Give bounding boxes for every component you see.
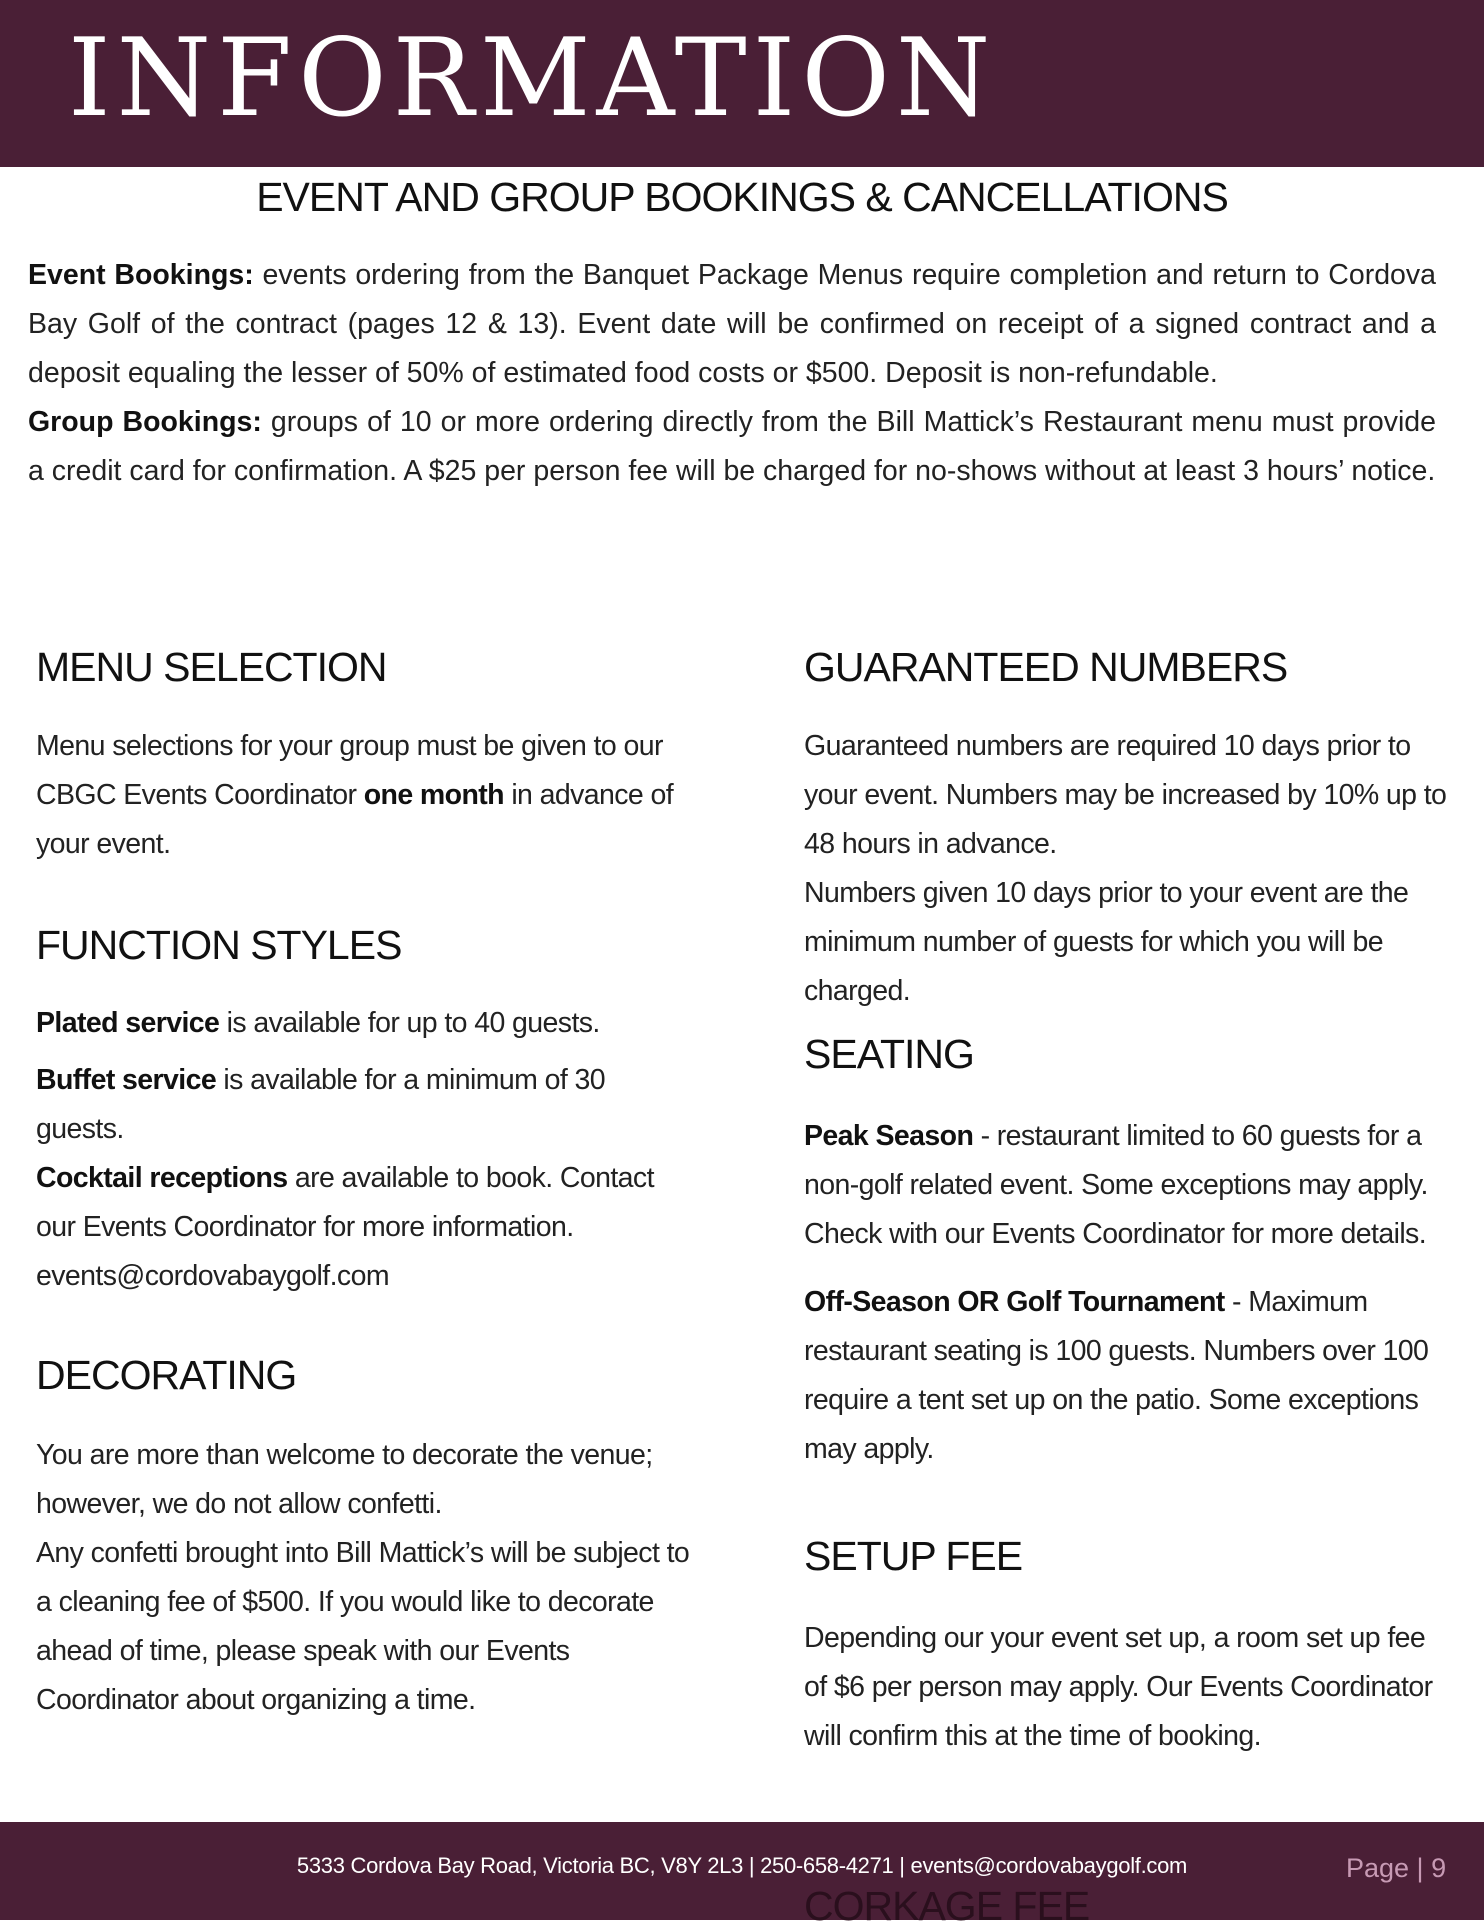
buffet-service-text: is available for a minimum of 30 guests. (36, 1064, 605, 1145)
page-title: INFORMATION (68, 16, 997, 141)
setup-fee-heading: SETUP FEE (804, 1533, 1023, 1579)
guaranteed-numbers-heading: GUARANTEED NUMBERS (804, 644, 1288, 690)
cocktail-receptions-label: Cocktail receptions (36, 1162, 288, 1194)
off-season-text: - Maximum restaurant seating is 100 guests. Numbers over 100 require a tent set up on the patio. Some exceptions may apply. (804, 1286, 1429, 1465)
decorating-heading: DECORATING (36, 1352, 297, 1398)
footer-contact: 5333 Cordova Bay Road, Victoria BC, V8Y 2L3 | 250-658-4271 | events@cordovabaygolf.com (296, 1853, 1188, 1878)
plated-service-text: is available for up to 40 guests. (219, 1007, 600, 1039)
setup-fee-text: Depending our your event set up, a room set up fee of $6 per person may apply. Our Events Coordinator will confirm this at the time of booking. (804, 1622, 1433, 1752)
page-number: Page | 9 (1346, 1853, 1447, 1883)
corkage-fee-heading: CORKAGE FEE (804, 1883, 1090, 1929)
peak-season-label: Peak Season (804, 1120, 974, 1152)
setup-fee-body (804, 1614, 1454, 1761)
guaranteed-numbers-text: Guaranteed numbers are required 10 days prior to your event. Numbers may be increased by 10% up to 48 hours in advance. (804, 730, 1447, 860)
event-bookings-paragraph (28, 251, 1436, 398)
decorating-body (36, 1431, 696, 1725)
function-styles-heading: FUNCTION STYLES (36, 922, 402, 968)
buffet-service-label: Buffet service (36, 1064, 217, 1096)
group-bookings-label: Group Bookings: (28, 406, 262, 438)
decorating-text: You are more than welcome to decorate the venue; however, we do not allow confetti. (36, 1439, 653, 1520)
guaranteed-numbers-text-2: Numbers given 10 days prior to your event are the minimum number of guests for which you will be charged. (804, 877, 1409, 1007)
seating-body (804, 1112, 1454, 1474)
event-bookings-label: Event Bookings: (28, 259, 254, 291)
plated-service-label: Plated service (36, 1007, 220, 1039)
function-styles-body (36, 999, 696, 1301)
off-season-label: Off-Season OR Golf Tournament (804, 1286, 1225, 1318)
decorating-text-2: Any confetti brought into Bill Mattick’s will be subject to a cleaning fee of $500. If you would like to decorate ahead of time, please speak with our Events Coordinator about organizing a time. (36, 1537, 690, 1716)
group-bookings-text: groups of 10 or more ordering directly from the Bill Mattick’s Restaurant menu must provide a credit card for confirmation. A $25 per person fee will be charged for no-shows without at least 3 hours’ notice. (28, 406, 1436, 487)
menu-selection-body (36, 722, 696, 869)
menu-selection-heading: MENU SELECTION (36, 644, 387, 690)
bookings-subheading: EVENT AND GROUP BOOKINGS & CANCELLATIONS (256, 174, 1228, 220)
event-bookings-text: events ordering from the Banquet Package Menus require completion and return to Cordova Bay Golf of the contract (pages 12 & 13). Event date will be confirmed on receipt of a signed contract and a deposit equaling the lesser of 50% of estimated food costs or $500. Deposit is non-refundable. (28, 259, 1436, 389)
menu-selection-text-after: in advance of your event. (36, 779, 674, 860)
bookings-intro (28, 251, 1436, 496)
group-bookings-paragraph (28, 398, 1436, 496)
cocktail-receptions-text: are available to book. Contact our Events Coordinator for more information. events@cordovabaygolf.com (36, 1162, 654, 1292)
menu-selection-text: Menu selections for your group must be given to our CBGC Events Coordinator (36, 730, 663, 811)
peak-season-text: - restaurant limited to 60 guests for a non-golf related event. Some exceptions may apply. Check with our Events Coordinator for more details. (804, 1120, 1428, 1250)
seating-heading: SEATING (804, 1031, 974, 1077)
guaranteed-numbers-body (804, 722, 1454, 1016)
menu-selection-bold: one month (363, 779, 504, 811)
